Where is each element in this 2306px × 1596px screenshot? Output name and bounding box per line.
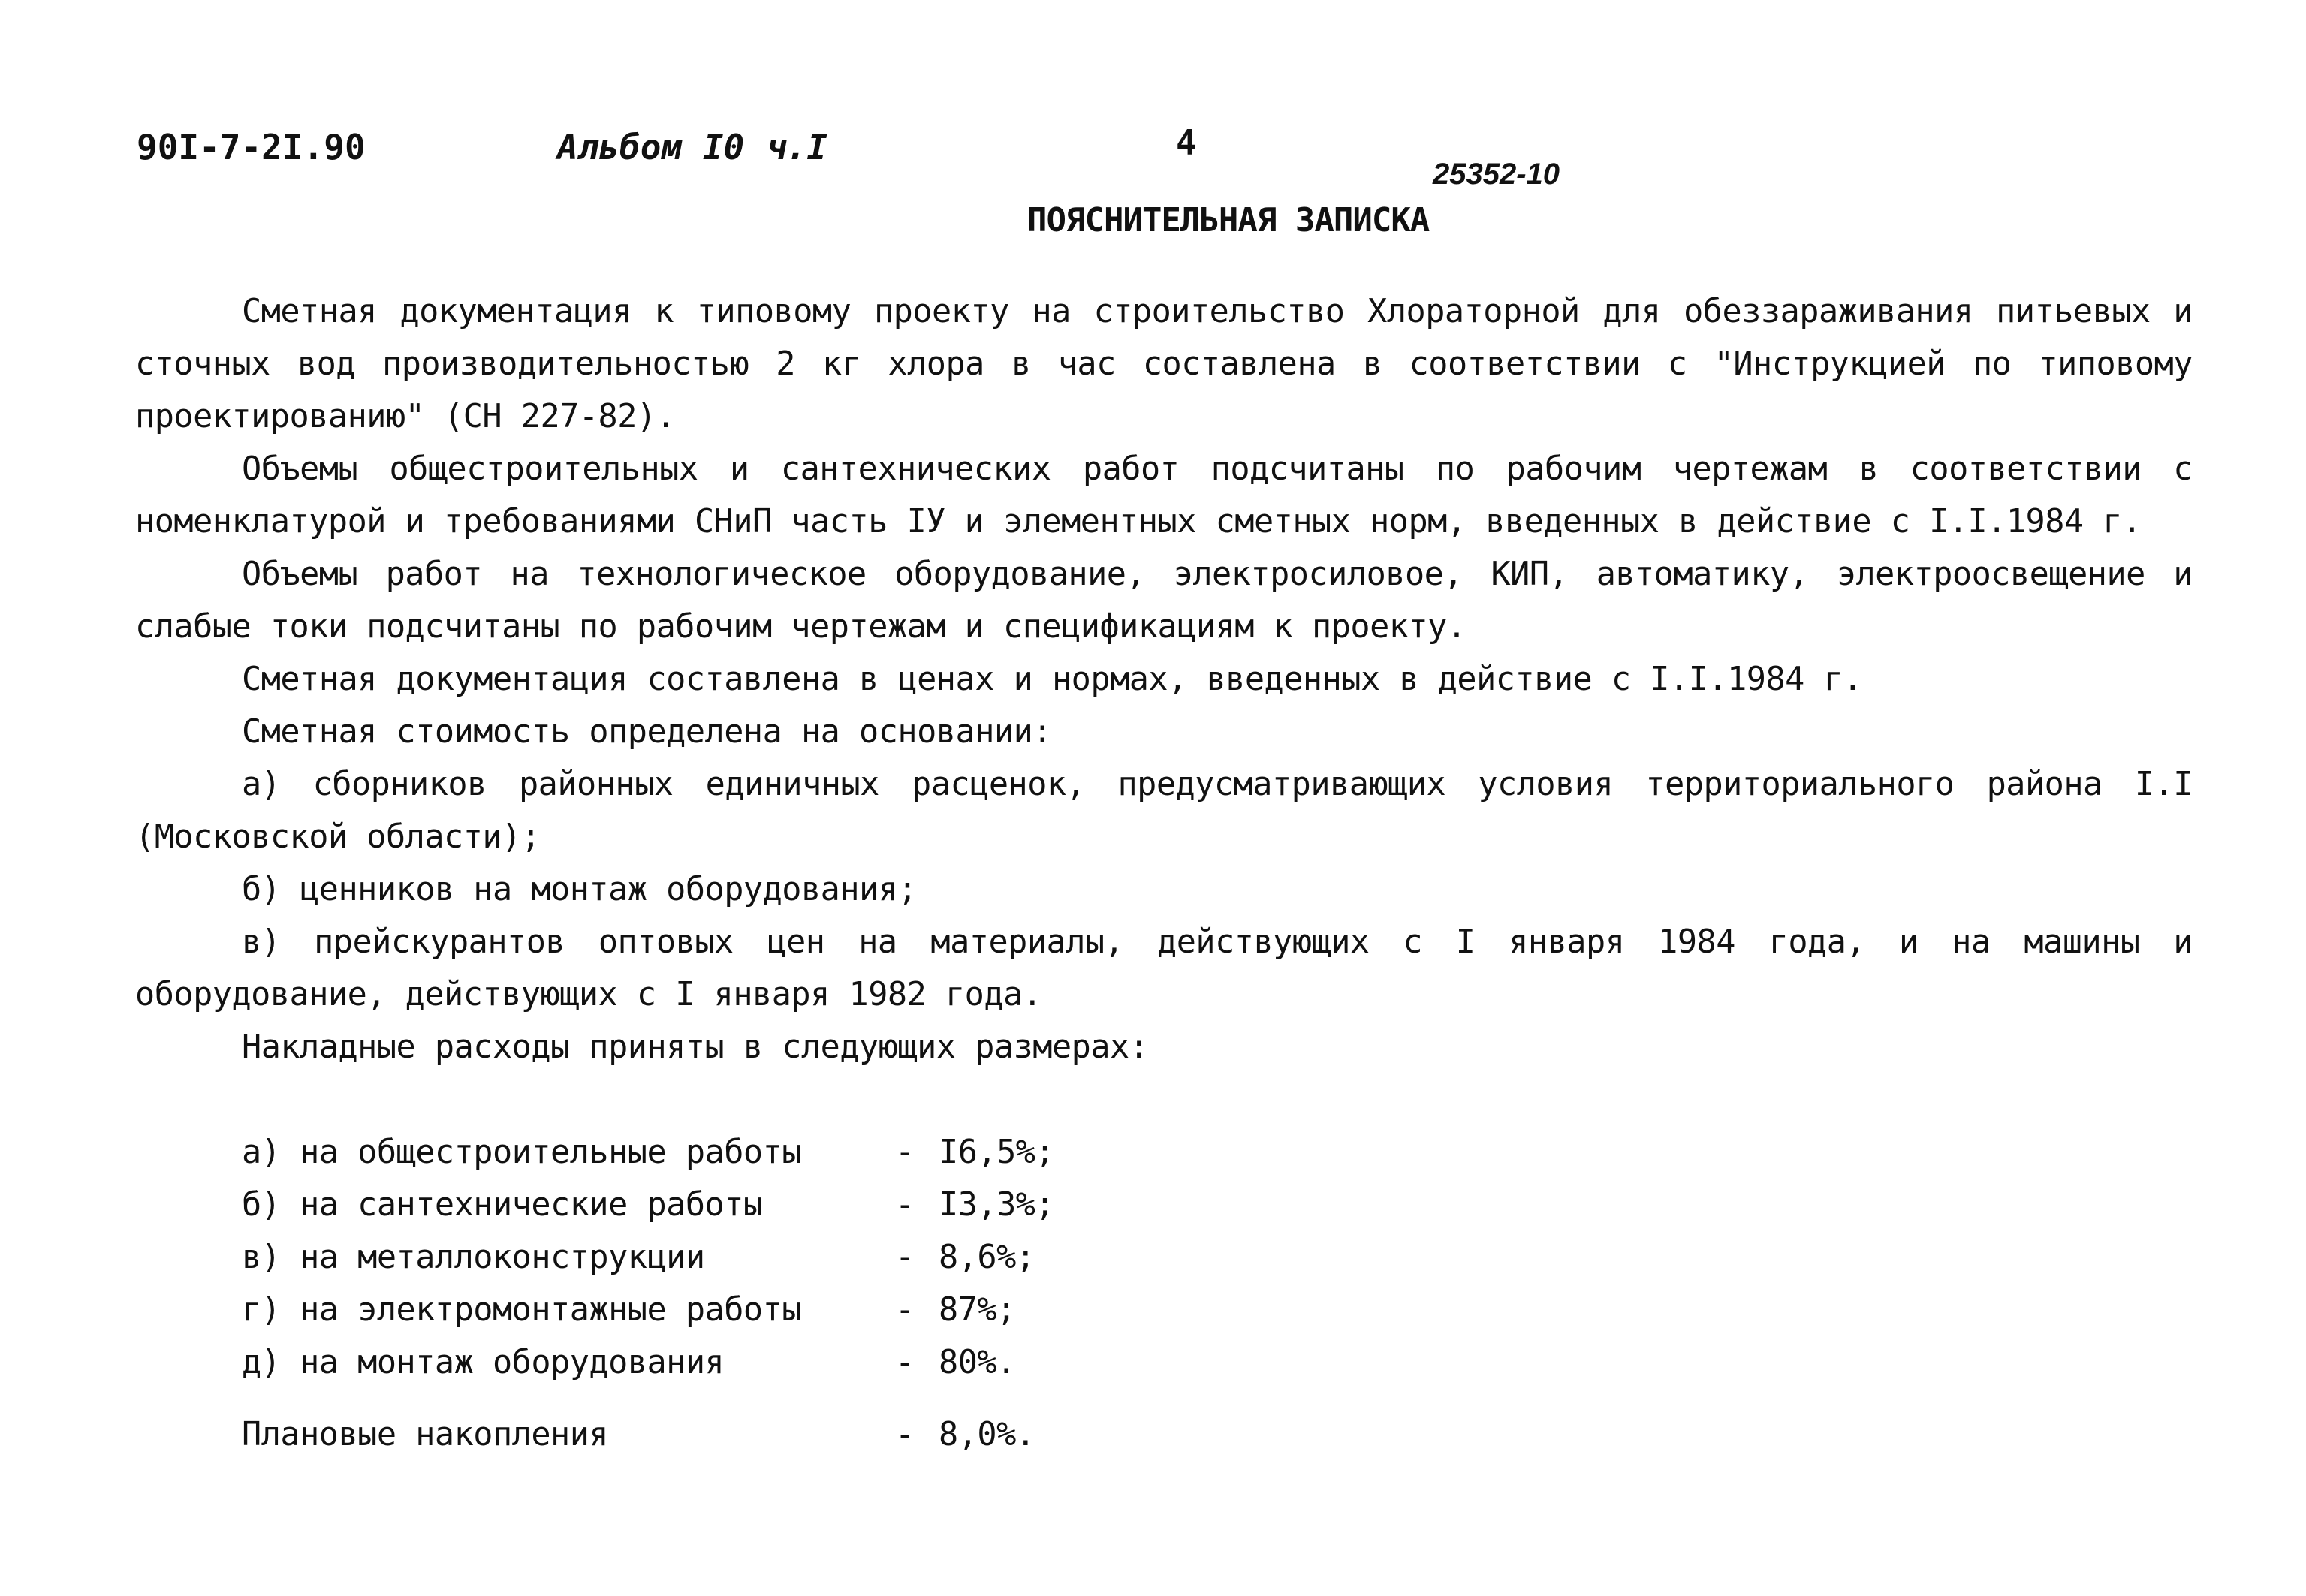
list-item: а) сборников районных единичных расценок, предусматривающих условия территориального района I.I (Московской области);: [135, 766, 2193, 856]
rate-label: д) на монтаж оборудования: [242, 1344, 725, 1381]
rate-value: 8,6%;: [939, 1239, 1035, 1276]
overhead-rates-list: [242, 1126, 1164, 1461]
rate-dash: -: [895, 1186, 915, 1224]
rate-row: [242, 1179, 1164, 1231]
paragraph: Объемы работ на технологическое оборудование, электросиловое, КИП, автоматику, электроосвещение и слабые токи подсчитаны по рабочим чертежам и спецификациям к проекту.: [135, 556, 2193, 646]
rate-label: г) на электромонтажные работы: [242, 1291, 801, 1329]
list-item: б) ценников на монтаж оборудования;: [242, 871, 918, 908]
rate-value: I3,3%;: [939, 1186, 1055, 1224]
planned-savings-value: 8,0%.: [939, 1416, 1035, 1453]
page-title: ПОЯСНИТЕЛЬНАЯ ЗАПИСКА: [1027, 201, 1430, 239]
rate-value: 87%;: [939, 1291, 1016, 1329]
rate-label: в) на металлоконструкции: [242, 1239, 705, 1276]
document-code: 90I-7-2I.90: [137, 127, 366, 167]
rate-label: б) на сантехнические работы: [242, 1186, 763, 1224]
rate-row: [242, 1284, 1164, 1336]
paragraph: Объемы общестроительных и сантехнических работ подсчитаны по рабочим чертежам в соответствии с номенклатурой и требованиями СНиП часть IУ и элементных сметных норм, введенных в действие с I.I.1984 г.: [135, 450, 2193, 541]
rate-value: 80%.: [939, 1344, 1016, 1381]
paragraph: Сметная документация к типовому проекту на строительство Хлораторной для обеззараживания питьевых и сточных вод производительностью 2 кг хлора в час составлена в соответствии с "Инструкцией по типовому проектированию" (СН 227-82).: [135, 293, 2193, 435]
rate-label: а) на общестроительные работы: [242, 1134, 801, 1171]
planned-savings-label: Плановые накопления: [242, 1416, 609, 1453]
rate-row: [242, 1126, 1164, 1179]
rate-dash: -: [895, 1291, 915, 1329]
page-number: 4: [1176, 122, 1197, 163]
rate-dash: -: [895, 1134, 915, 1171]
inventory-number: 25352-10: [1433, 158, 1560, 191]
rate-row: [242, 1336, 1164, 1389]
list-item: в) прейскурантов оптовых цен на материалы, действующих с I января 1984 года, и на машины и оборудование, действующих с I января 1982 года.: [135, 923, 2193, 1013]
rate-value: I6,5%;: [939, 1134, 1055, 1171]
rate-dash: -: [895, 1239, 915, 1276]
rate-dash: -: [895, 1416, 915, 1453]
body-text: [135, 285, 2193, 1074]
rate-dash: -: [895, 1344, 915, 1381]
album-label: Альбом I0 ч.I: [557, 127, 828, 167]
paragraph: Накладные расходы приняты в следующих размерах:: [242, 1028, 1149, 1066]
planned-savings-row: [242, 1408, 1164, 1461]
paragraph: Сметная документация составлена в ценах и нормах, введенных в действие с I.I.1984 г.: [242, 661, 1862, 698]
paragraph: Сметная стоимость определена на основании:: [242, 713, 1052, 751]
rate-row: [242, 1231, 1164, 1284]
